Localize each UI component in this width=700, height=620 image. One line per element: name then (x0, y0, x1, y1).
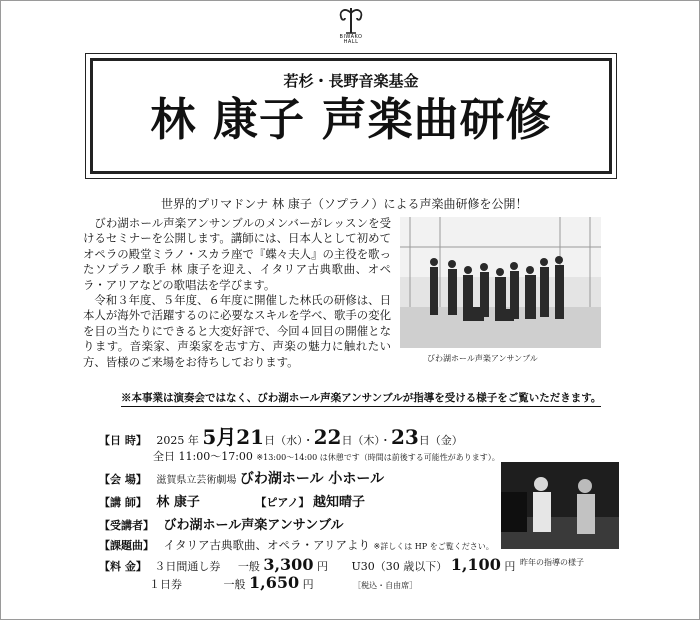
schedule-time-row (153, 448, 500, 464)
venue-hall: びわ湖ホール 小ホール (239, 471, 385, 487)
fee-general-label-2: 一般 (223, 578, 246, 591)
fee-pass-label: ３日間通し券 (154, 560, 221, 573)
lecturer-name: 林 康子 (156, 495, 200, 510)
fee-row-1 (99, 555, 515, 574)
venue-row (99, 468, 384, 488)
schedule-date-3: 23 (390, 425, 419, 449)
fee-general-label-1: 一般 (237, 560, 260, 573)
venue-label: 【会 場】 (99, 473, 147, 486)
fee-u30-label: U30（30 歳以下） (351, 560, 448, 573)
intro-paragraph-1: びわ湖ホール声楽アンサンブルのメンバーがレッスンを受けるセミナーを公開します。講師には、日本人として初めてオペラの殿堂ミラノ・スカラ座で『蝶々夫人』の主役を歌ったソプラノ歌手 林 康子を迎え、イタリア古典歌曲、オペラ・アリアなどの歌唱法を学びます。 (83, 216, 391, 292)
title-frame (85, 53, 617, 179)
lesson-photo (501, 462, 619, 549)
title-subtitle: 若杉・長野音楽基金 (283, 72, 419, 90)
lesson-photo-caption: 昨年の指導の様子 (520, 558, 584, 567)
fee-price-2: 1,650 (249, 573, 300, 592)
participant-label: 【受講者】 (99, 519, 154, 532)
schedule-time-note: ※13:00〜14:00 は休憩です（時間は前後する可能性があります）。 (256, 453, 500, 462)
schedule-date-2: 22 (313, 425, 342, 449)
ensemble-photo-caption: びわ湖ホール声楽アンサンブル (427, 354, 538, 363)
theme-label: 【課題曲】 (99, 539, 154, 552)
page-title: 林 康子 声楽曲研修 (150, 93, 552, 146)
theme-note: ※詳しくは HP をご覧ください。 (373, 542, 494, 551)
schedule-label: 【日 時】 (99, 434, 147, 447)
schedule-weekday-3: 日（金） (418, 434, 463, 447)
fee-row-2 (149, 573, 417, 592)
participant-row (99, 514, 344, 533)
schedule-date-1: 5月21 (202, 425, 265, 449)
schedule-weekday-2: 日（木）・ (341, 434, 391, 447)
lecturer-row (99, 491, 365, 510)
intro-paragraph-2: 令和３年度、５年度、６年度に開催した林氏の研修は、日本人が海外で活躍するのに必要なスキルを学べ、歌手の変化を目の当たりにできると大変好評で、今回４回目の開催となります。音楽家、声楽家を志す方、声楽の魅力に触れたい方、皆様のご来場をお待ちしております。 (83, 293, 391, 369)
participant-value: びわ湖ホール声楽アンサンブル (163, 518, 344, 533)
fee-price-u30: 1,100 (450, 555, 501, 574)
logo-text: BIWAKO HALL (339, 34, 363, 45)
theme-value: イタリア古典歌曲、オペラ・アリアより (163, 538, 371, 552)
fee-yen-2: 円 (504, 560, 516, 573)
biwako-hall-logo (330, 5, 372, 51)
piano-name: 越知晴子 (313, 495, 366, 510)
venue-place: 滋賀県立芸術劇場 (156, 475, 237, 486)
fee-label: 【料 金】 (99, 560, 147, 573)
ensemble-photo-image (400, 217, 601, 348)
piano-label: 【ピアノ】 (255, 496, 310, 509)
schedule-weekday-1: 日（水）・ (264, 434, 314, 447)
lecturer-label: 【講 師】 (99, 496, 147, 509)
ensemble-photo (400, 217, 601, 348)
intro-text (83, 216, 391, 370)
schedule-year: 2025 年 (156, 434, 199, 447)
fee-price-1: 3,300 (263, 555, 314, 574)
fee-tax-note: ［税込・自由席］ (353, 581, 418, 590)
schedule-time: 全日 11:00〜17:00 (153, 450, 253, 463)
fee-yen-3: 円 (302, 578, 314, 591)
notice-text: ※本事業は演奏会ではなく、びわ湖ホール声楽アンサンブルが指導を受ける様子をご覧いただきます。 (121, 390, 601, 407)
theme-row (99, 537, 494, 553)
fee-yen-1: 円 (316, 560, 328, 573)
hall-emblem-icon (336, 5, 366, 35)
lesson-photo-image (501, 462, 619, 549)
fee-day-label: １日券 (149, 578, 182, 591)
schedule-row (99, 421, 463, 450)
lead-text: 世界的プリマドンナ 林 康子（ソプラノ）による声楽曲研修を公開！ (161, 197, 528, 211)
